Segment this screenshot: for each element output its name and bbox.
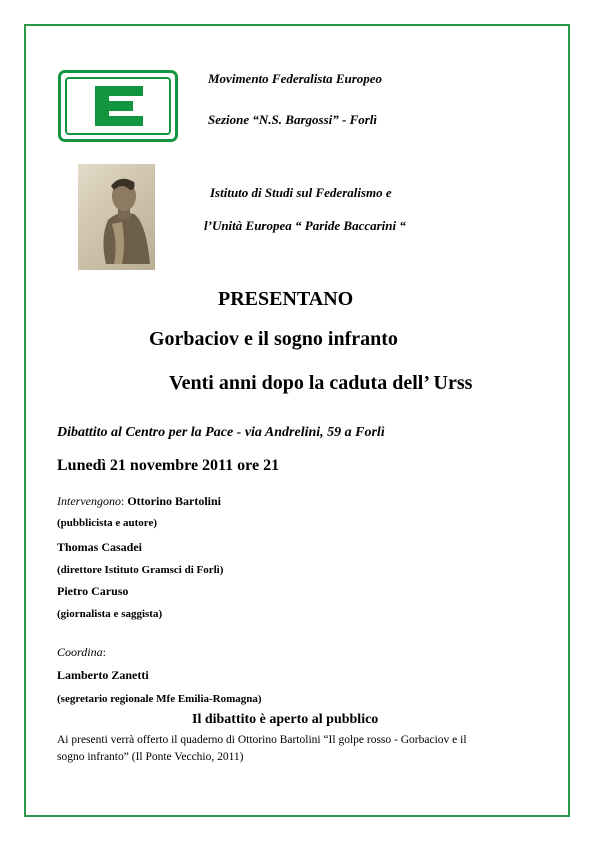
event-location: Dibattito al Centro per la Pace - via Andrelini, 59 a Forlì (57, 425, 385, 440)
organizer-line-1: Movimento Federalista Europeo (208, 71, 383, 86)
presentano-heading: PRESENTANO (218, 288, 354, 310)
event-subtitle: Venti anni dopo la caduta dell’ Urss (169, 372, 473, 394)
event-date: Lunedì 21 novembre 2011 ore 21 (57, 457, 280, 474)
speaker-name: Thomas Casadei (57, 540, 143, 554)
speaker-name: Ottorino Bartolini (127, 494, 221, 508)
moderator-separator: : (102, 645, 106, 659)
speaker-role: (pubblicista e autore) (57, 517, 158, 529)
mfe-e-logo-icon (58, 70, 178, 142)
speakers-intro (57, 494, 221, 509)
speakers-label: Intervengono (57, 494, 121, 508)
moderator-intro (57, 645, 106, 660)
speaker-role: (giornalista e saggista) (57, 608, 163, 620)
public-note: Il dibattito è aperto al pubblico (192, 712, 379, 727)
organizer-line-3: Istituto di Studi sul Federalismo e (210, 185, 392, 200)
portrait-photo (78, 164, 155, 270)
organizer-line-2: Sezione “N.S. Bargossi” - Forlì (208, 112, 378, 127)
gift-note-line-2: sogno infranto” (Il Ponte Vecchio, 2011) (57, 751, 244, 763)
moderator-name: Lamberto Zanetti (57, 668, 149, 682)
gift-note-line-1: Ai presenti verrà offerto il quaderno di Ottorino Bartolini “Il golpe rosso - Gorbaciov e il (57, 734, 467, 746)
speaker-role: (direttore Istituto Gramsci di Forlì) (57, 564, 224, 576)
organizer-line-4: l’Unità Europea “ Paride Baccarini “ (204, 218, 406, 233)
moderator-label: Coordina (57, 645, 103, 659)
moderator-role: (segretario regionale Mfe Emilia-Romagna) (57, 693, 262, 705)
speaker-name: Pietro Caruso (57, 584, 129, 598)
speakers-separator: : (120, 494, 128, 508)
event-title: Gorbaciov e il sogno infranto (149, 328, 398, 350)
